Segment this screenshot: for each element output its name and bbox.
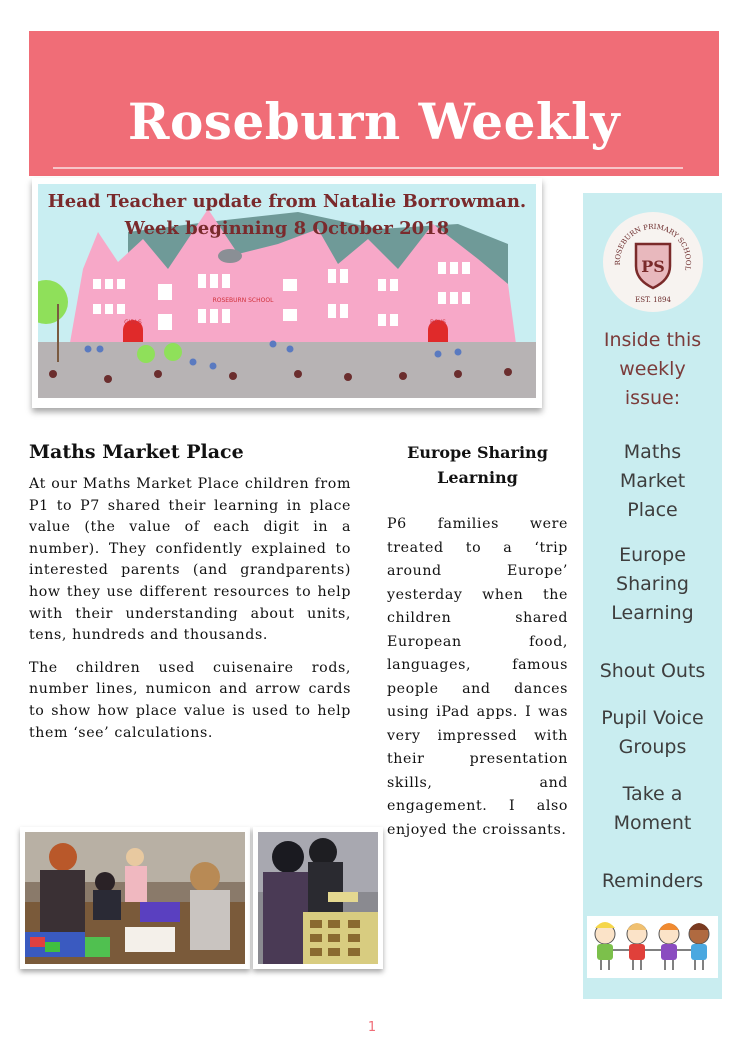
- hero-caption: [46, 188, 528, 242]
- europe-heading-line-1: Europe Sharing: [407, 443, 548, 462]
- photo-1-image: [25, 832, 245, 964]
- item-line: Place: [627, 499, 678, 521]
- crest-monogram: PS: [641, 257, 665, 276]
- item-line: Reminders: [601, 870, 704, 892]
- photo-2-image: [258, 832, 378, 964]
- maths-heading: Maths Market Place: [29, 441, 244, 463]
- sidebar-intro: [583, 326, 722, 413]
- caption-line-1: Head Teacher update from Natalie Borrowman.: [47, 191, 527, 212]
- children-holding-hands-clipart: [587, 916, 718, 978]
- newsletter-title: Roseburn Weekly: [127, 92, 621, 151]
- item-line: Shout Outs: [599, 660, 706, 682]
- item-line: Europe: [619, 544, 686, 566]
- page-number: 1: [367, 1020, 377, 1035]
- item-line: Sharing: [616, 573, 689, 595]
- sidebar-item-reminders[interactable]: [583, 867, 722, 896]
- item-line: Learning: [611, 602, 694, 624]
- item-line: Market: [619, 470, 686, 492]
- hero-image-frame: [32, 178, 542, 408]
- title-underline: [53, 167, 683, 169]
- maths-paragraph-2: The children used cuisenaire rods, number lines, numicon and arrow cards to show how place value is used to help them ‘see’ calculations.: [29, 659, 351, 741]
- europe-heading-line-2: Learning: [437, 468, 518, 487]
- sidebar-item-europe-sharing-learning[interactable]: [583, 541, 722, 628]
- item-line: Groups: [618, 736, 687, 758]
- intro-line: weekly: [619, 358, 686, 380]
- item-line: Maths: [623, 441, 682, 463]
- item-line: Moment: [613, 812, 692, 834]
- boys-sign-text: BOYS: [430, 319, 446, 326]
- maths-photo-2: [253, 827, 383, 969]
- contents-sidebar: [583, 193, 722, 999]
- intro-line: issue:: [624, 387, 681, 409]
- children-maths-table-photo: [25, 832, 245, 964]
- intro-line: Inside this: [603, 329, 702, 351]
- maths-market-place-article: [29, 440, 351, 755]
- children-arrow-cards-photo: [258, 832, 378, 964]
- crest-ring-text: ROSEBURN PRIMARY SCHOOL: [613, 222, 693, 272]
- school-illustration: [38, 184, 536, 398]
- sidebar-item-take-a-moment[interactable]: [583, 780, 722, 838]
- school-crest-logo: [603, 212, 703, 312]
- sidebar-item-pupil-voice-groups[interactable]: [583, 704, 722, 762]
- europe-heading: [387, 440, 568, 490]
- europe-sharing-learning-article: [387, 440, 568, 842]
- maths-photo-1: [20, 827, 250, 969]
- children-icon: [587, 916, 718, 978]
- item-line: Pupil Voice: [601, 707, 704, 729]
- sidebar-item-maths-market-place[interactable]: [583, 438, 722, 525]
- crest-icon: [603, 212, 703, 312]
- europe-paragraph: P6 families were treated to a ‘trip around Europe’ yesterday when the children shared European food, languages, famous people and dances using iPad apps. I was very impressed with their presentation skills, and engagement. I also enjoyed the croissants.: [387, 516, 568, 838]
- caption-line-2: Week beginning 8 October 2018: [124, 218, 450, 239]
- school-sign-text: ROSEBURN SCHOOL: [212, 297, 274, 304]
- masthead: [29, 31, 719, 176]
- crest-est: EST. 1894: [635, 296, 671, 304]
- sidebar-item-shout-outs[interactable]: [583, 657, 722, 686]
- maths-paragraph-1: At our Maths Market Place children from P1 to P7 shared their learning in place value (the value of each digit in a number). They confidently explained to interested parents (and grandparents) how they use different resources to help with their understanding about units, tens, hundreds and thousands.: [29, 476, 351, 644]
- item-line: Take a: [622, 783, 683, 805]
- girls-sign-text: GIRLS: [124, 319, 142, 326]
